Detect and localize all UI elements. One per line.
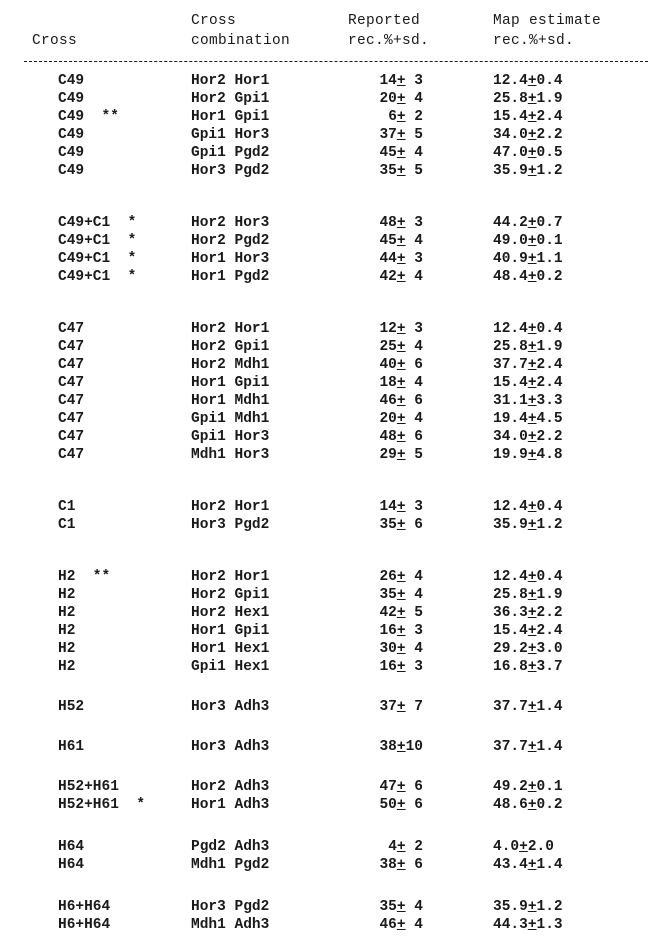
reported-cell: 12+ 3 bbox=[379, 321, 423, 337]
plus-minus-sign: + bbox=[527, 269, 537, 285]
reported-cell: 46+ 4 bbox=[379, 917, 423, 933]
combination-cell: Hor3 Pgd2 bbox=[191, 899, 270, 915]
cross-cell: C1 bbox=[58, 499, 76, 515]
table-row bbox=[0, 215, 660, 233]
table-row bbox=[0, 899, 660, 917]
map-estimate-cell: 37.7+1.4 bbox=[493, 699, 563, 715]
reported-cell: 20+ 4 bbox=[379, 411, 423, 427]
cross-cell: H52+H61 bbox=[58, 779, 119, 795]
cross-cell: C49+C1 * bbox=[58, 269, 137, 285]
map-estimate-cell: 44.3+1.3 bbox=[493, 917, 563, 933]
reported-cell: 37+ 7 bbox=[379, 699, 423, 715]
plus-minus-sign: + bbox=[527, 251, 537, 267]
plus-minus-sign: + bbox=[527, 899, 537, 915]
plus-minus-sign: + bbox=[396, 411, 406, 427]
cross-cell: H61 bbox=[58, 739, 85, 755]
cross-cell: H64 bbox=[58, 839, 85, 855]
map-estimate-cell: 25.8+1.9 bbox=[493, 339, 563, 355]
reported-cell: 42+ 5 bbox=[379, 605, 423, 621]
map-estimate-cell: 15.4+2.4 bbox=[493, 375, 563, 391]
plus-minus-sign: + bbox=[527, 393, 537, 409]
table-row bbox=[0, 569, 660, 587]
plus-minus-sign: + bbox=[527, 127, 537, 143]
cross-cell: C47 bbox=[58, 321, 85, 337]
table-row bbox=[0, 91, 660, 109]
table-row bbox=[0, 659, 660, 677]
plus-minus-sign: + bbox=[527, 233, 537, 249]
map-estimate-cell: 12.4+0.4 bbox=[493, 321, 563, 337]
plus-minus-sign: + bbox=[527, 73, 537, 89]
map-estimate-cell: 12.4+0.4 bbox=[493, 499, 563, 515]
plus-minus-sign: + bbox=[527, 917, 537, 933]
map-estimate-cell: 35.9+1.2 bbox=[493, 899, 563, 915]
combination-cell: Hor3 Adh3 bbox=[191, 739, 270, 755]
cross-cell: C49 bbox=[58, 127, 85, 143]
header-combination-line2: combination bbox=[191, 33, 291, 49]
plus-minus-sign: + bbox=[527, 215, 537, 231]
map-estimate-cell: 15.4+2.4 bbox=[493, 623, 563, 639]
map-estimate-cell: 16.8+3.7 bbox=[493, 659, 563, 675]
combination-cell: Hor3 Adh3 bbox=[191, 699, 270, 715]
cross-cell: C1 bbox=[58, 517, 76, 533]
table-row bbox=[0, 269, 660, 287]
map-estimate-cell: 12.4+0.4 bbox=[493, 569, 563, 585]
table-row bbox=[0, 233, 660, 251]
cross-cell: C47 bbox=[58, 339, 85, 355]
map-estimate-cell: 44.2+0.7 bbox=[493, 215, 563, 231]
plus-minus-sign: + bbox=[396, 109, 406, 125]
cross-cell: H52 bbox=[58, 699, 85, 715]
cross-cell: H2 bbox=[58, 587, 76, 603]
map-estimate-cell: 49.2+0.1 bbox=[493, 779, 563, 795]
plus-minus-sign: + bbox=[527, 375, 537, 391]
table-row bbox=[0, 499, 660, 517]
combination-cell: Gpi1 Hor3 bbox=[191, 429, 270, 445]
plus-minus-sign: + bbox=[396, 517, 406, 533]
reported-cell: 44+ 3 bbox=[379, 251, 423, 267]
cross-cell: H64 bbox=[58, 857, 85, 873]
header-map-line2: rec.%+sd. bbox=[493, 33, 575, 49]
reported-cell: 47+ 6 bbox=[379, 779, 423, 795]
plus-minus-sign: + bbox=[396, 779, 406, 795]
map-estimate-cell: 35.9+1.2 bbox=[493, 163, 563, 179]
map-estimate-cell: 15.4+2.4 bbox=[493, 109, 563, 125]
combination-cell: Hor1 Gpi1 bbox=[191, 375, 270, 391]
combination-cell: Hor2 Hor3 bbox=[191, 215, 270, 231]
plus-minus-sign: + bbox=[527, 623, 537, 639]
plus-minus-sign: + bbox=[527, 321, 537, 337]
plus-minus-sign: + bbox=[396, 659, 406, 675]
table-row bbox=[0, 739, 660, 757]
plus-minus-sign: + bbox=[527, 587, 537, 603]
plus-minus-sign: + bbox=[527, 641, 537, 657]
plus-minus-sign: + bbox=[396, 375, 406, 391]
combination-cell: Hor1 Mdh1 bbox=[191, 393, 270, 409]
map-estimate-cell: 36.3+2.2 bbox=[493, 605, 563, 621]
reported-cell: 42+ 4 bbox=[379, 269, 423, 285]
plus-minus-sign: + bbox=[527, 145, 537, 161]
plus-minus-sign: + bbox=[527, 411, 537, 427]
plus-minus-sign: + bbox=[396, 587, 406, 603]
plus-minus-sign: + bbox=[527, 357, 537, 373]
table-row bbox=[0, 605, 660, 623]
combination-cell: Hor1 Pgd2 bbox=[191, 269, 270, 285]
map-estimate-cell: 35.9+1.2 bbox=[493, 517, 563, 533]
plus-minus-sign: + bbox=[396, 251, 406, 267]
plus-minus-sign: + bbox=[527, 339, 537, 355]
plus-minus-sign: + bbox=[396, 739, 406, 755]
reported-cell: 38+10 bbox=[379, 739, 423, 755]
combination-cell: Mdh1 Adh3 bbox=[191, 917, 270, 933]
plus-minus-sign: + bbox=[396, 163, 406, 179]
plus-minus-sign: + bbox=[527, 109, 537, 125]
combination-cell: Gpi1 Hor3 bbox=[191, 127, 270, 143]
reported-cell: 14+ 3 bbox=[379, 499, 423, 515]
plus-minus-sign: + bbox=[527, 163, 537, 179]
plus-minus-sign: + bbox=[527, 91, 537, 107]
reported-cell: 30+ 4 bbox=[379, 641, 423, 657]
plus-minus-sign: + bbox=[396, 917, 406, 933]
cross-cell: H6+H64 bbox=[58, 917, 111, 933]
reported-cell: 4+ 2 bbox=[388, 839, 423, 855]
header-combination-line1: Cross bbox=[191, 13, 237, 29]
combination-cell: Hor1 Gpi1 bbox=[191, 109, 270, 125]
plus-minus-sign: + bbox=[396, 499, 406, 515]
table-row bbox=[0, 517, 660, 535]
plus-minus-sign: + bbox=[396, 899, 406, 915]
reported-cell: 35+ 4 bbox=[379, 587, 423, 603]
table-row bbox=[0, 251, 660, 269]
plus-minus-sign: + bbox=[396, 641, 406, 657]
cross-cell: H2 bbox=[58, 623, 76, 639]
combination-cell: Hor1 Adh3 bbox=[191, 797, 270, 813]
cross-cell: C47 bbox=[58, 375, 85, 391]
plus-minus-sign: + bbox=[527, 779, 537, 795]
combination-cell: Hor3 Pgd2 bbox=[191, 517, 270, 533]
combination-cell: Hor2 Hex1 bbox=[191, 605, 270, 621]
plus-minus-sign: + bbox=[527, 659, 537, 675]
header-reported-line1: Reported bbox=[348, 13, 421, 29]
plus-minus-sign: + bbox=[527, 605, 537, 621]
cross-cell: C47 bbox=[58, 393, 85, 409]
plus-minus-sign: + bbox=[527, 517, 537, 533]
table-row bbox=[0, 163, 660, 181]
plus-minus-sign: + bbox=[396, 73, 406, 89]
plus-minus-sign: + bbox=[527, 429, 537, 445]
plus-minus-sign: + bbox=[527, 499, 537, 515]
reported-cell: 16+ 3 bbox=[379, 659, 423, 675]
reported-cell: 16+ 3 bbox=[379, 623, 423, 639]
plus-minus-sign: + bbox=[396, 429, 406, 445]
combination-cell: Pgd2 Adh3 bbox=[191, 839, 270, 855]
plus-minus-sign: + bbox=[396, 699, 406, 715]
plus-minus-sign: + bbox=[519, 839, 528, 855]
plus-minus-sign: + bbox=[396, 839, 406, 855]
reported-cell: 46+ 6 bbox=[379, 393, 423, 409]
reported-cell: 6+ 2 bbox=[388, 109, 423, 125]
cross-cell: H2 bbox=[58, 641, 76, 657]
map-estimate-cell: 40.9+1.1 bbox=[493, 251, 563, 267]
table-row bbox=[0, 699, 660, 717]
combination-cell: Mdh1 Pgd2 bbox=[191, 857, 270, 873]
cross-cell: H2 bbox=[58, 659, 76, 675]
map-estimate-cell: 34.0+2.2 bbox=[493, 429, 563, 445]
table-row bbox=[0, 839, 660, 857]
combination-cell: Hor2 Mdh1 bbox=[191, 357, 270, 373]
header-map-line1: Map estimate bbox=[493, 13, 602, 29]
map-estimate-cell: 4.0+2.0 bbox=[493, 839, 554, 855]
reported-cell: 25+ 4 bbox=[379, 339, 423, 355]
map-estimate-cell: 34.0+2.2 bbox=[493, 127, 563, 143]
cross-cell: C47 bbox=[58, 429, 85, 445]
table-row bbox=[0, 917, 660, 935]
plus-minus-sign: + bbox=[396, 569, 406, 585]
combination-cell: Hor2 Adh3 bbox=[191, 779, 270, 795]
plus-minus-sign: + bbox=[527, 447, 537, 463]
table-row bbox=[0, 321, 660, 339]
cross-cell: C49 bbox=[58, 91, 85, 107]
reported-cell: 35+ 4 bbox=[379, 899, 423, 915]
combination-cell: Hor1 Hor3 bbox=[191, 251, 270, 267]
reported-cell: 29+ 5 bbox=[379, 447, 423, 463]
plus-minus-sign: + bbox=[396, 91, 406, 107]
plus-minus-sign: + bbox=[396, 321, 406, 337]
cross-cell: H52+H61 * bbox=[58, 797, 146, 813]
reported-cell: 48+ 6 bbox=[379, 429, 423, 445]
reported-cell: 45+ 4 bbox=[379, 145, 423, 161]
combination-cell: Gpi1 Mdh1 bbox=[191, 411, 270, 427]
cross-cell: C47 bbox=[58, 357, 85, 373]
combination-cell: Gpi1 Pgd2 bbox=[191, 145, 270, 161]
map-estimate-cell: 49.0+0.1 bbox=[493, 233, 563, 249]
cross-cell: C49+C1 * bbox=[58, 251, 137, 267]
map-estimate-cell: 25.8+1.9 bbox=[493, 587, 563, 603]
reported-cell: 48+ 3 bbox=[379, 215, 423, 231]
combination-cell: Hor2 Hor1 bbox=[191, 321, 270, 337]
map-estimate-cell: 47.0+0.5 bbox=[493, 145, 563, 161]
combination-cell: Hor1 Gpi1 bbox=[191, 623, 270, 639]
table-row bbox=[0, 857, 660, 875]
reported-cell: 50+ 6 bbox=[379, 797, 423, 813]
map-estimate-cell: 48.4+0.2 bbox=[493, 269, 563, 285]
table-row bbox=[0, 429, 660, 447]
combination-cell: Hor3 Pgd2 bbox=[191, 163, 270, 179]
plus-minus-sign: + bbox=[396, 797, 406, 813]
plus-minus-sign: + bbox=[527, 857, 537, 873]
plus-minus-sign: + bbox=[396, 145, 406, 161]
cross-cell: C49 bbox=[58, 145, 85, 161]
reported-cell: 40+ 6 bbox=[379, 357, 423, 373]
combination-cell: Hor2 Gpi1 bbox=[191, 587, 270, 603]
combination-cell: Hor1 Hex1 bbox=[191, 641, 270, 657]
combination-cell: Hor2 Hor1 bbox=[191, 73, 270, 89]
map-estimate-cell: 31.1+3.3 bbox=[493, 393, 563, 409]
reported-cell: 26+ 4 bbox=[379, 569, 423, 585]
combination-cell: Hor2 Pgd2 bbox=[191, 233, 270, 249]
reported-cell: 45+ 4 bbox=[379, 233, 423, 249]
map-estimate-cell: 29.2+3.0 bbox=[493, 641, 563, 657]
map-estimate-cell: 48.6+0.2 bbox=[493, 797, 563, 813]
map-estimate-cell: 19.4+4.5 bbox=[493, 411, 563, 427]
plus-minus-sign: + bbox=[396, 857, 406, 873]
plus-minus-sign: + bbox=[396, 127, 406, 143]
combination-cell: Hor2 Hor1 bbox=[191, 569, 270, 585]
plus-minus-sign: + bbox=[396, 233, 406, 249]
header-divider bbox=[24, 61, 648, 62]
combination-cell: Hor2 Gpi1 bbox=[191, 91, 270, 107]
cross-cell: H6+H64 bbox=[58, 899, 111, 915]
plus-minus-sign: + bbox=[396, 447, 406, 463]
table-row bbox=[0, 641, 660, 659]
plus-minus-sign: + bbox=[396, 623, 406, 639]
reported-cell: 35+ 6 bbox=[379, 517, 423, 533]
map-estimate-cell: 43.4+1.4 bbox=[493, 857, 563, 873]
map-estimate-cell: 19.9+4.8 bbox=[493, 447, 563, 463]
map-estimate-cell: 12.4+0.4 bbox=[493, 73, 563, 89]
cross-cell: C47 bbox=[58, 411, 85, 427]
reported-cell: 14+ 3 bbox=[379, 73, 423, 89]
cross-cell: C47 bbox=[58, 447, 85, 463]
cross-cell: C49 ** bbox=[58, 109, 119, 125]
plus-minus-sign: + bbox=[396, 357, 406, 373]
header-cross: Cross bbox=[32, 33, 78, 49]
plus-minus-sign: + bbox=[527, 797, 537, 813]
table-row bbox=[0, 375, 660, 393]
table-row bbox=[0, 109, 660, 127]
header-reported-line2: rec.%+sd. bbox=[348, 33, 430, 49]
reported-cell: 18+ 4 bbox=[379, 375, 423, 391]
map-estimate-cell: 25.8+1.9 bbox=[493, 91, 563, 107]
cross-cell: C49 bbox=[58, 73, 85, 89]
table-row bbox=[0, 73, 660, 91]
plus-minus-sign: + bbox=[396, 393, 406, 409]
table-row bbox=[0, 447, 660, 465]
table-row bbox=[0, 145, 660, 163]
plus-minus-sign: + bbox=[396, 339, 406, 355]
table-row bbox=[0, 623, 660, 641]
plus-minus-sign: + bbox=[527, 699, 537, 715]
cross-cell: H2 ** bbox=[58, 569, 111, 585]
combination-cell: Mdh1 Hor3 bbox=[191, 447, 270, 463]
map-estimate-cell: 37.7+2.4 bbox=[493, 357, 563, 373]
table-row bbox=[0, 357, 660, 375]
reported-cell: 20+ 4 bbox=[379, 91, 423, 107]
cross-cell: C49+C1 * bbox=[58, 233, 137, 249]
map-estimate-cell: 37.7+1.4 bbox=[493, 739, 563, 755]
combination-cell: Hor2 Hor1 bbox=[191, 499, 270, 515]
plus-minus-sign: + bbox=[396, 215, 406, 231]
plus-minus-sign: + bbox=[527, 569, 537, 585]
cross-cell: H2 bbox=[58, 605, 76, 621]
combination-cell: Gpi1 Hex1 bbox=[191, 659, 270, 675]
combination-cell: Hor2 Gpi1 bbox=[191, 339, 270, 355]
table-row bbox=[0, 587, 660, 605]
plus-minus-sign: + bbox=[396, 269, 406, 285]
table-row bbox=[0, 779, 660, 797]
cross-cell: C49 bbox=[58, 163, 85, 179]
table-row bbox=[0, 339, 660, 357]
table-row bbox=[0, 127, 660, 145]
table-row bbox=[0, 797, 660, 815]
plus-minus-sign: + bbox=[527, 739, 537, 755]
reported-cell: 38+ 6 bbox=[379, 857, 423, 873]
reported-cell: 35+ 5 bbox=[379, 163, 423, 179]
plus-minus-sign: + bbox=[396, 605, 406, 621]
reported-cell: 37+ 5 bbox=[379, 127, 423, 143]
table-row bbox=[0, 393, 660, 411]
table-row bbox=[0, 411, 660, 429]
cross-cell: C49+C1 * bbox=[58, 215, 137, 231]
